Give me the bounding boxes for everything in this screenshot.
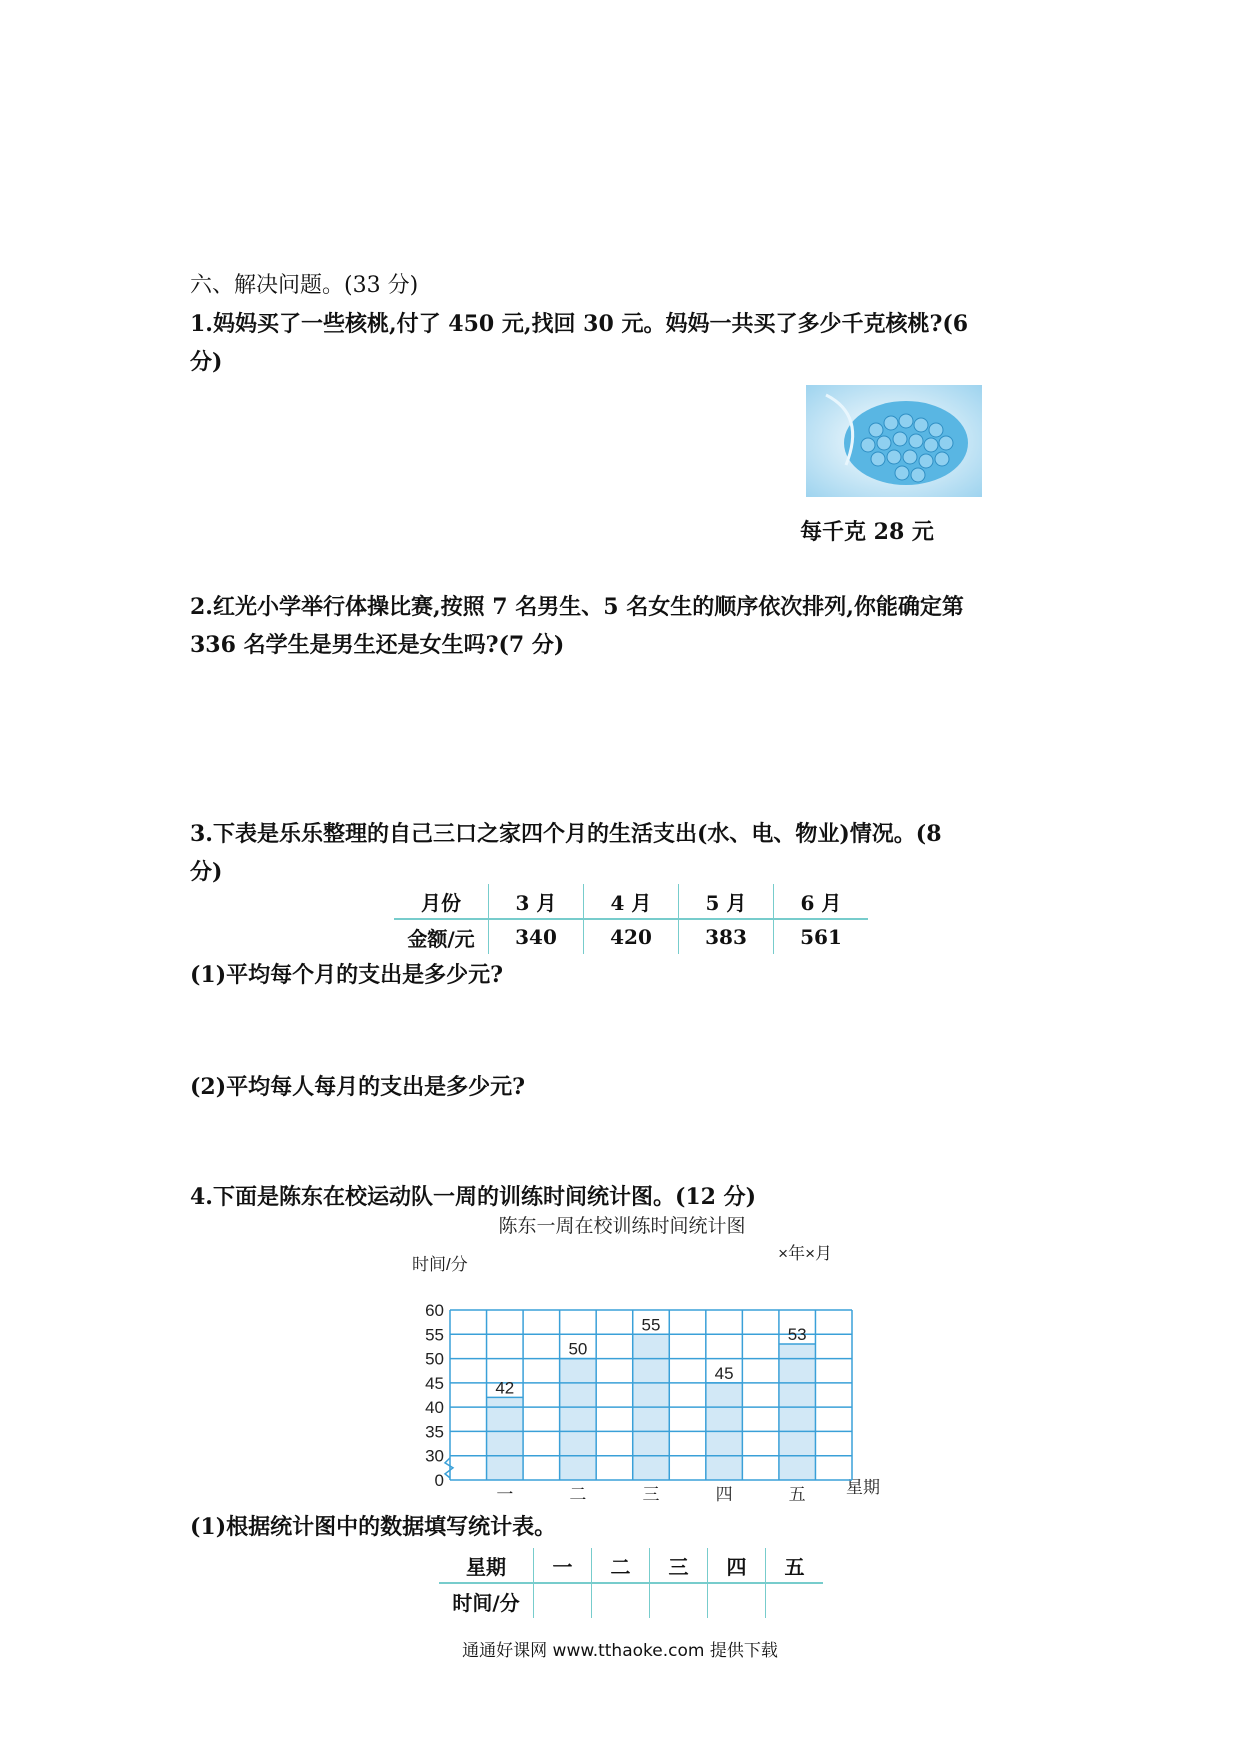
footer-text: 通通好课网 www.tthaoke.com 提供下载 bbox=[462, 1641, 778, 1661]
q2-text-line2: 336 名学生是男生还是女生吗?(7 分) bbox=[190, 632, 565, 658]
q4-text-line1: 4.下面是陈东在校运动队一周的训练时间统计图。(12 分) bbox=[190, 1184, 757, 1210]
chart-bar bbox=[560, 1359, 597, 1480]
q3-text-line1: 3.下表是乐乐整理的自己三口之家四个月的生活支出(水、电、物业)情况。(8 bbox=[190, 821, 942, 847]
spending-header-cell: 4 月 bbox=[584, 884, 679, 919]
chart-y-tick-label: 60 bbox=[425, 1301, 444, 1320]
chart-y-tick-label: 55 bbox=[425, 1325, 444, 1345]
spending-value-cell: 383 bbox=[679, 919, 774, 954]
spending-table bbox=[394, 884, 868, 954]
spending-value-cell: 340 bbox=[489, 919, 584, 954]
chart-x-axis-label: 星期 bbox=[846, 1478, 880, 1497]
training-answer-cell[interactable] bbox=[766, 1583, 824, 1618]
chart-y-tick-label: 0 bbox=[434, 1471, 444, 1490]
spending-header-cell: 5 月 bbox=[679, 884, 774, 919]
walnut-price-label: 每千克 28 元 bbox=[800, 519, 934, 545]
spending-header-cell: 6 月 bbox=[774, 884, 869, 919]
chart-x-tick-label: 二 bbox=[569, 1485, 587, 1505]
chart-x-tick-label: 四 bbox=[715, 1485, 733, 1505]
training-header-cell: 五 bbox=[766, 1548, 824, 1583]
q4-sub1: (1)根据统计图中的数据填写统计表。 bbox=[190, 1514, 557, 1540]
training-time-chart bbox=[400, 1215, 900, 1515]
chart-data-label: 50 bbox=[568, 1339, 588, 1359]
chart-x-tick-label: 一 bbox=[496, 1485, 514, 1505]
q3-text-line2: 分) bbox=[190, 859, 223, 885]
chart-data-label: 53 bbox=[787, 1325, 807, 1344]
spending-table-value-row bbox=[394, 919, 868, 954]
chart-y-tick-label: 40 bbox=[425, 1398, 444, 1418]
training-header-cell: 二 bbox=[592, 1548, 650, 1583]
chart-x-tick-label: 五 bbox=[788, 1485, 806, 1505]
chart-subtitle: ×年×月 bbox=[778, 1244, 832, 1263]
training-header-cell: 星期 bbox=[439, 1548, 534, 1583]
spending-header-cell: 月份 bbox=[394, 884, 489, 919]
spending-value-cell: 561 bbox=[800, 925, 842, 949]
walnuts-image bbox=[806, 385, 982, 497]
training-answer-cell[interactable] bbox=[592, 1583, 650, 1618]
q2-text-line1: 2.红光小学举行体操比赛,按照 7 名男生、5 名女生的顺序依次排列,你能确定第 bbox=[190, 594, 964, 620]
chart-data-label: 55 bbox=[641, 1315, 661, 1335]
q1-text-line2: 分) bbox=[190, 349, 223, 375]
chart-y-tick-label: 45 bbox=[425, 1373, 444, 1393]
q3-sub2: (2)平均每人每月的支出是多少元? bbox=[190, 1074, 526, 1100]
chart-axis-break bbox=[445, 1458, 453, 1478]
chart-bar bbox=[487, 1397, 524, 1480]
chart-bar bbox=[779, 1344, 816, 1480]
training-header-cell: 四 bbox=[708, 1548, 766, 1583]
chart-y-tick-label: 30 bbox=[425, 1446, 444, 1466]
training-header-cell: 三 bbox=[650, 1548, 708, 1583]
spending-header-cell: 3 月 bbox=[489, 884, 584, 919]
training-table bbox=[439, 1548, 823, 1618]
q3-sub1: (1)平均每个月的支出是多少元? bbox=[190, 962, 504, 988]
chart-y-tick-label: 35 bbox=[425, 1422, 444, 1442]
spending-value-cell: 420 bbox=[584, 919, 679, 954]
training-header-cell: 一 bbox=[534, 1548, 592, 1583]
training-table-header-row bbox=[439, 1548, 823, 1583]
q1-text-line1: 1.妈妈买了一些核桃,付了 450 元,找回 30 元。妈妈一共买了多少千克核桃?(6 bbox=[190, 311, 969, 337]
chart-data-label: 45 bbox=[714, 1363, 734, 1383]
spending-table-header-row bbox=[394, 884, 868, 919]
chart-data-label: 42 bbox=[495, 1378, 515, 1398]
chart-y-axis-label: 时间/分 bbox=[412, 1255, 468, 1274]
training-row-label: 时间/分 bbox=[439, 1583, 534, 1618]
section-title: 六、解决问题。(33 分) bbox=[190, 273, 419, 298]
chart-y-tick-label: 50 bbox=[425, 1349, 444, 1369]
chart-title: 陈东一周在校训练时间统计图 bbox=[498, 1216, 746, 1237]
training-table-answer-row bbox=[439, 1583, 823, 1618]
chart-x-tick-label: 三 bbox=[642, 1485, 660, 1505]
training-answer-cell[interactable] bbox=[534, 1583, 592, 1618]
training-answer-cell[interactable] bbox=[650, 1583, 708, 1618]
training-answer-cell[interactable] bbox=[708, 1583, 766, 1618]
spending-value-cell: 金额/元 bbox=[394, 919, 489, 954]
